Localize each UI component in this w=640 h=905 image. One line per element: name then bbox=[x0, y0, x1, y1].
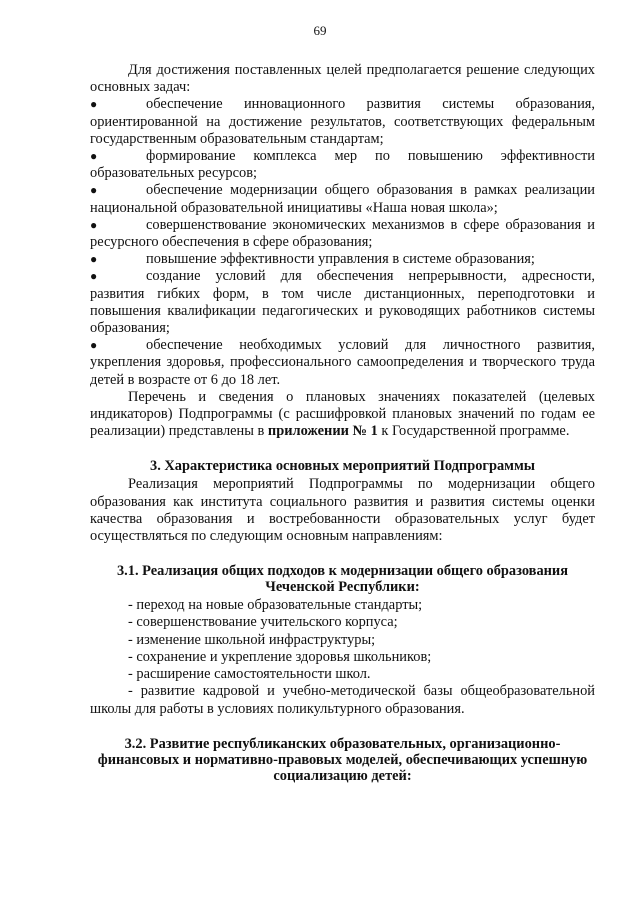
bullet-icon: ● bbox=[90, 97, 98, 112]
bullet-text: обеспечение инновационного развития системы образования, ориентированной на достижение результатов, соответствующих федеральным государственным образовательным стандартам; bbox=[90, 96, 595, 147]
bullet-icon: ● bbox=[90, 269, 98, 284]
bullet-icon: ● bbox=[90, 338, 98, 353]
bullet-item bbox=[90, 182, 595, 216]
indicators-text-end: к Государственной программе. bbox=[377, 423, 570, 440]
section-3-paragraph: Реализация мероприятий Подпрограммы по модернизации общего образования как института социального развития и развития системы оценки качества образования и востребованности образовательных услуг будет осуществляться по следующим основным направлениям: bbox=[90, 476, 595, 545]
dash-item: - совершенствование учительского корпуса; bbox=[128, 614, 398, 631]
indicators-text: Перечень и сведения о плановых значениях показателей (целевых индикаторов) Подпрограммы (с расшифровкой плановых значений по годам ее реализации) представлены в bbox=[90, 388, 595, 440]
dash-item: - развитие кадровой и учебно-методической базы общеобразовательной школы для работы в условиях поликультурного образования. bbox=[90, 683, 595, 717]
dash-item: - расширение самостоятельности школ. bbox=[128, 666, 371, 683]
bullet-item bbox=[90, 268, 595, 337]
page-number: 69 bbox=[313, 23, 327, 38]
dash-item: - сохранение и укрепление здоровья школьников; bbox=[128, 648, 432, 665]
bullet-text: повышение эффективности управления в системе образования; bbox=[146, 251, 535, 268]
section-3-2-heading: 3.2. Развитие республиканских образовательных, организационно-финансовых и нормативно-правовых моделей, обеспечивающих успешную социализацию детей: bbox=[97, 735, 588, 784]
bullet-item bbox=[90, 148, 595, 182]
section-3-heading: 3. Характеристика основных мероприятий Подпрограммы bbox=[150, 458, 535, 475]
bullet-item bbox=[90, 96, 595, 148]
page-content bbox=[90, 62, 595, 786]
bullet-text: совершенствование экономических механизмов в сфере образования и ресурсного обеспечения в сфере образования; bbox=[90, 216, 595, 251]
indicators-paragraph bbox=[90, 389, 595, 441]
bullet-icon: ● bbox=[90, 252, 98, 267]
bullet-text: обеспечение необходимых условий для личностного развития, укрепления здоровья, профессионального самоопределения и творческого труда детей в возрасте от 6 до 18 лет. bbox=[90, 337, 595, 388]
dash-item: - изменение школьной инфраструктуры; bbox=[128, 631, 376, 648]
bullet-text: создание условий для обеспечения непрерывности, адресности, развития гибких форм, в том числе дистанционных, переподготовки и повышения квалификации педагогических и руководящих работников системы образования; bbox=[90, 268, 595, 337]
section-3-1-heading: 3.1. Реализация общих подходов к модернизации общего образования Чеченской Республики: bbox=[116, 563, 569, 596]
bullet-text: обеспечение модернизации общего образования в рамках реализации национальной образовательной инициативы «Наша новая школа»; bbox=[90, 182, 595, 216]
bullet-icon: ● bbox=[90, 183, 98, 198]
bullet-item bbox=[90, 217, 595, 251]
appendix-reference: приложении № 1 bbox=[267, 423, 378, 440]
bullet-item bbox=[90, 251, 595, 268]
dash-item: - переход на новые образовательные стандарты; bbox=[128, 597, 423, 614]
bullet-item bbox=[90, 337, 595, 389]
bullet-icon: ● bbox=[90, 217, 98, 232]
bullet-icon: ● bbox=[90, 149, 98, 164]
bullet-text: формирование комплекса мер по повышению эффективности образовательных ресурсов; bbox=[90, 148, 595, 182]
intro-paragraph: Для достижения поставленных целей предполагается решение следующих основных задач: bbox=[90, 62, 595, 96]
